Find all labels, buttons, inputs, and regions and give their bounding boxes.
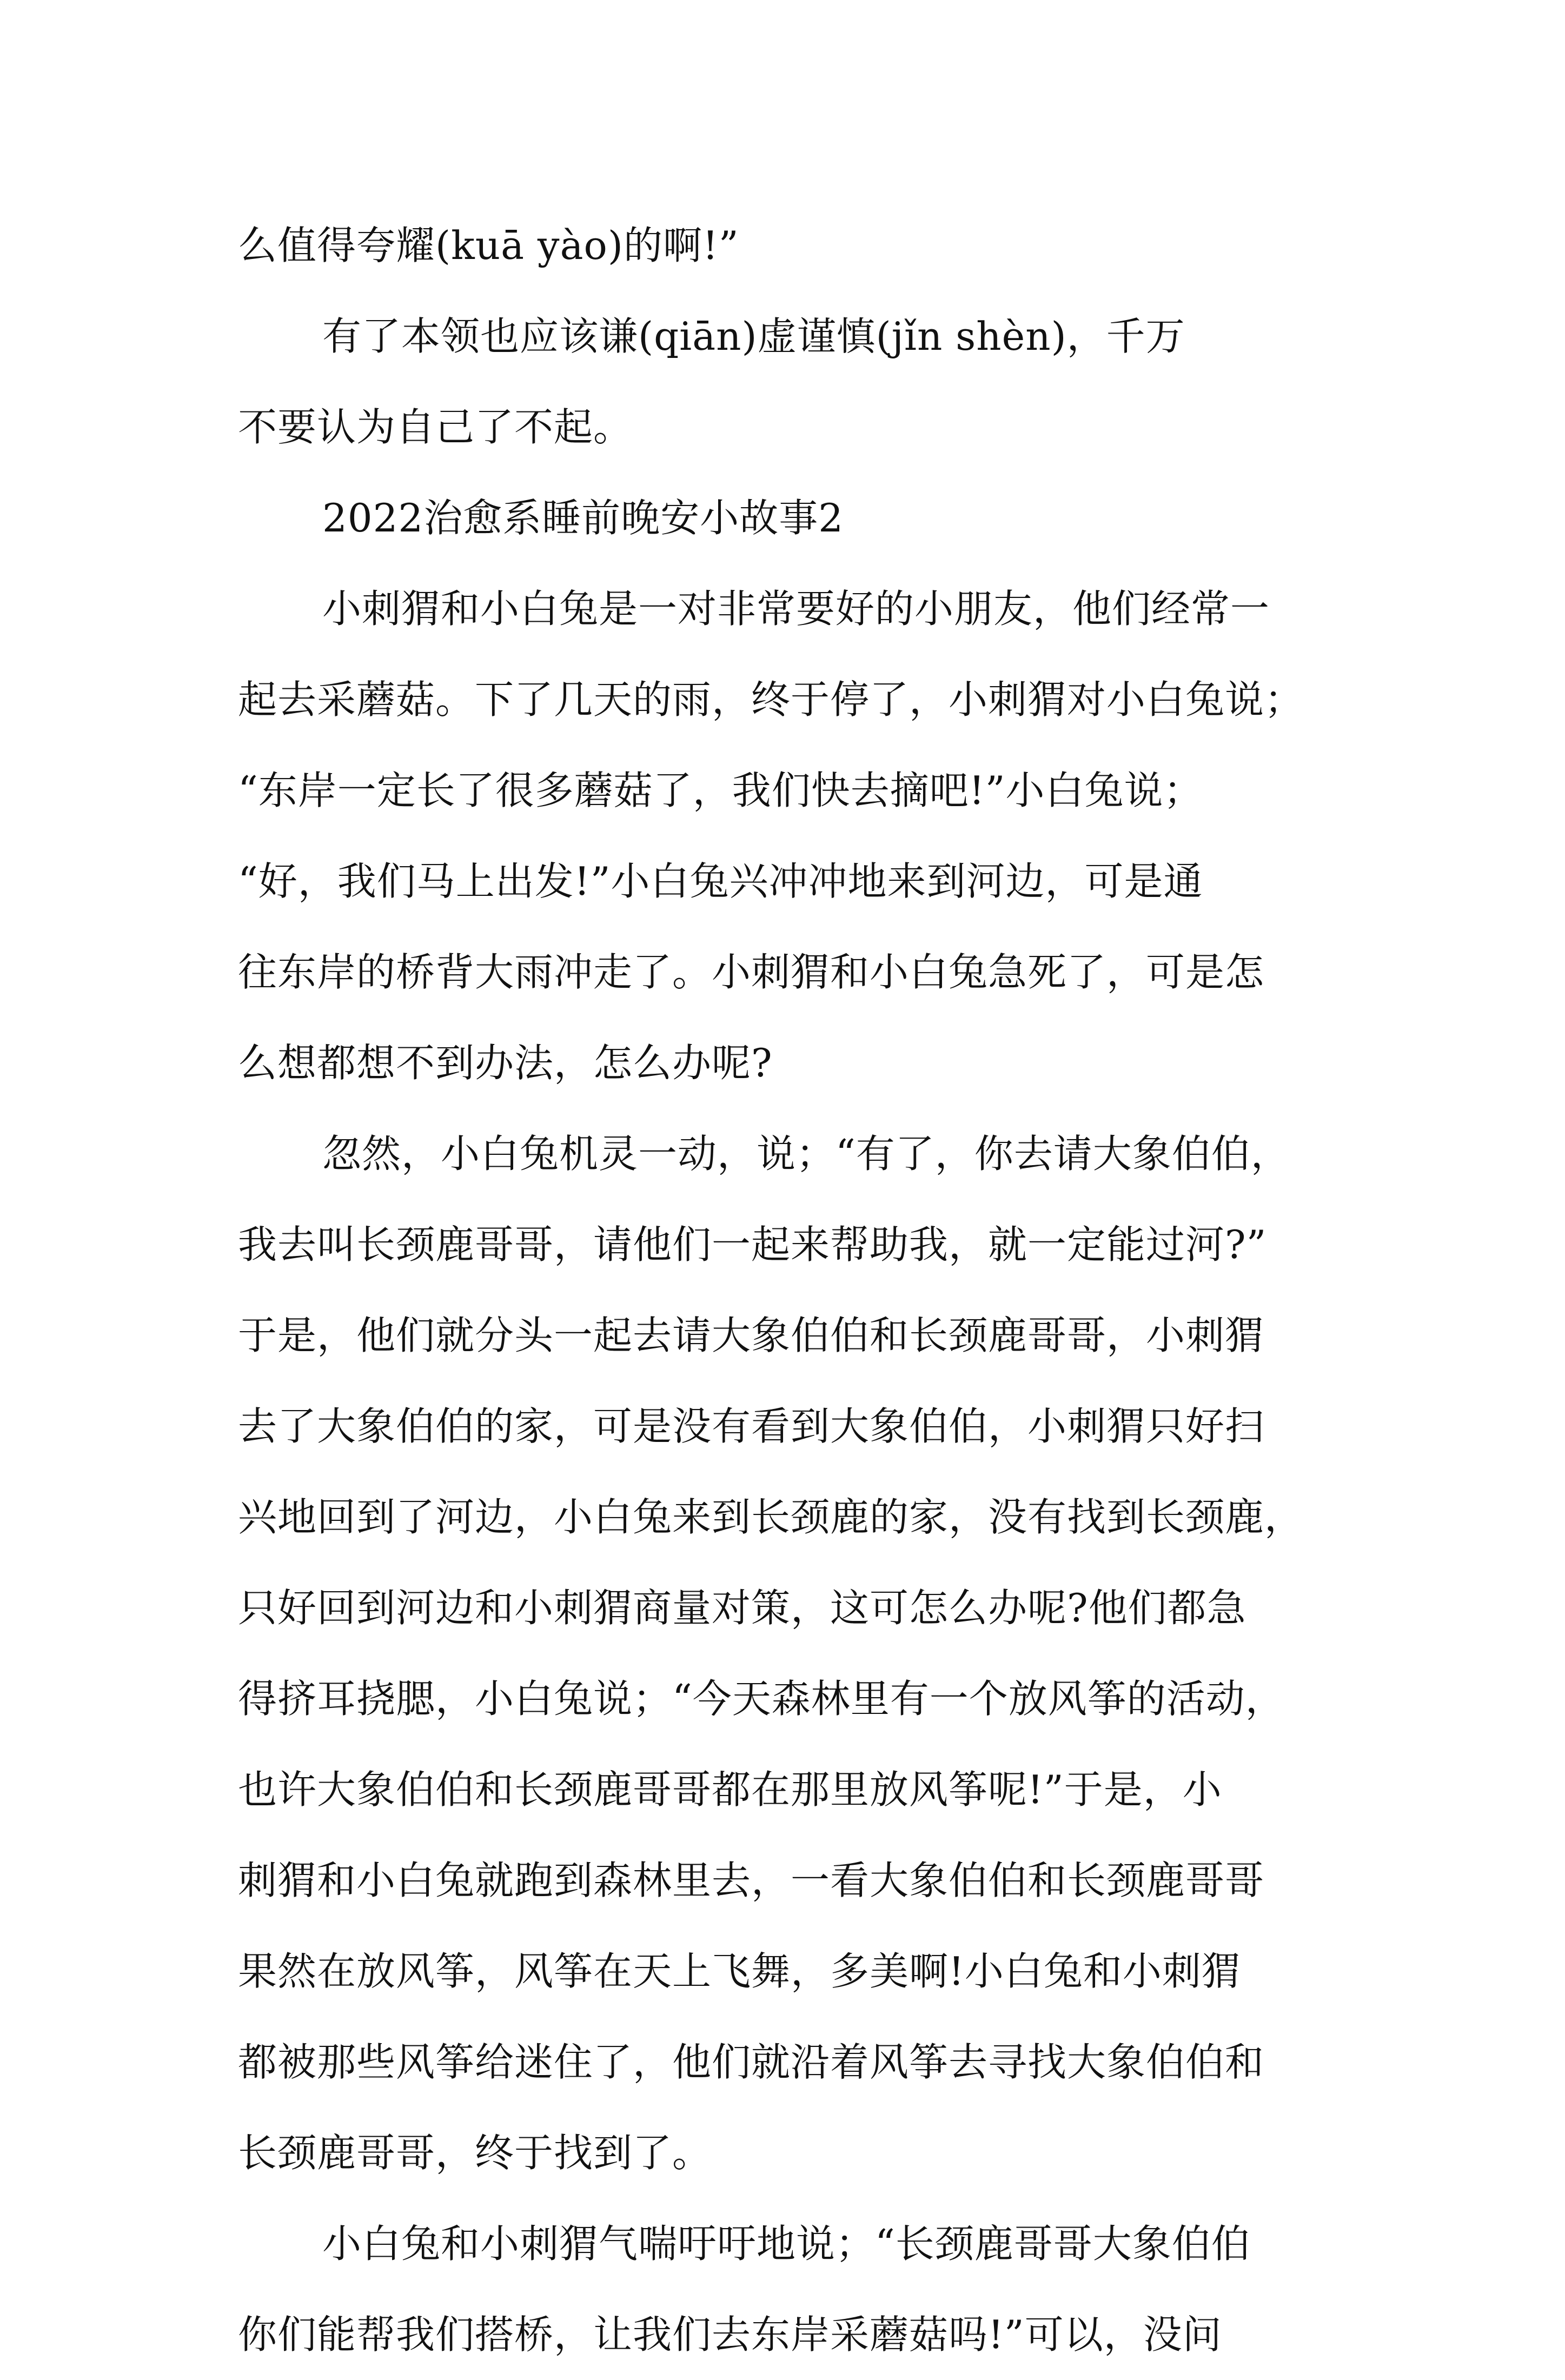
text-line: 去了大象伯伯的家，可是没有看到大象伯伯，小刺猬只好扫 [238, 1404, 1265, 1449]
section-heading: 2022治愈系睡前晚安小故事2 [322, 495, 844, 541]
text-line: 么想都想不到办法，怎么办呢? [238, 1040, 773, 1086]
text-line: 小白兔和小刺猬气喘吁吁地说；“长颈鹿哥哥大象伯伯 [322, 2221, 1251, 2266]
text-line: “好，我们马上出发!”小白兔兴冲冲地来到河边，可是通 [238, 859, 1203, 904]
text-line: 不要认为自己了不起。 [238, 404, 633, 450]
text-line: “东岸一定长了很多蘑菇了，我们快去摘吧!”小白兔说； [238, 768, 1203, 813]
text-line: 于是，他们就分头一起去请大象伯伯和长颈鹿哥哥，小刺猬 [238, 1313, 1265, 1358]
text-line: 起去采蘑菇。下了几天的雨，终于停了，小刺猬对小白兔说； [238, 677, 1304, 722]
text-line: 刺猬和小白兔就跑到森林里去，一看大象伯伯和长颈鹿哥哥 [238, 1858, 1265, 1903]
text-line: 我去叫长颈鹿哥哥，请他们一起来帮助我，就一定能过河?” [238, 1222, 1267, 1267]
text-line: 么值得夸耀(kuā yào)的啊!” [238, 223, 739, 268]
text-line: 往东岸的桥背大雨冲走了。小刺猬和小白兔急死了，可是怎 [238, 949, 1265, 995]
text-line: 得挤耳挠腮，小白兔说；“今天森林里有一个放风筝的活动， [238, 1676, 1285, 1721]
text-line: 果然在放风筝，风筝在天上飞舞，多美啊!小白兔和小刺猬 [238, 1949, 1241, 1994]
text-line: 都被那些风筝给迷住了，他们就沿着风筝去寻找大象伯伯和 [238, 2039, 1265, 2085]
text-line: 兴地回到了河边，小白兔来到长颈鹿的家，没有找到长颈鹿， [238, 1494, 1304, 1540]
text-line: 忽然，小白兔机灵一动，说；“有了，你去请大象伯伯， [322, 1131, 1290, 1176]
text-line: 有了本领也应该谦(qiān)虚谨慎(jǐn shèn)，千万 [322, 314, 1185, 359]
text-line: 你们能帮我们搭桥，让我们去东岸采蘑菇吗!”可以，没问 [238, 2312, 1222, 2357]
text-line: 长颈鹿哥哥，终于找到了。 [238, 2130, 712, 2176]
text-line: 只好回到河边和小刺猬商量对策，这可怎么办呢?他们都急 [238, 1585, 1246, 1631]
text-line: 小刺猬和小白兔是一对非常要好的小朋友，他们经常一 [322, 586, 1270, 631]
text-line: 也许大象伯伯和长颈鹿哥哥都在那里放风筝呢!”于是，小 [238, 1767, 1222, 1812]
body-text [238, 200, 1341, 2380]
